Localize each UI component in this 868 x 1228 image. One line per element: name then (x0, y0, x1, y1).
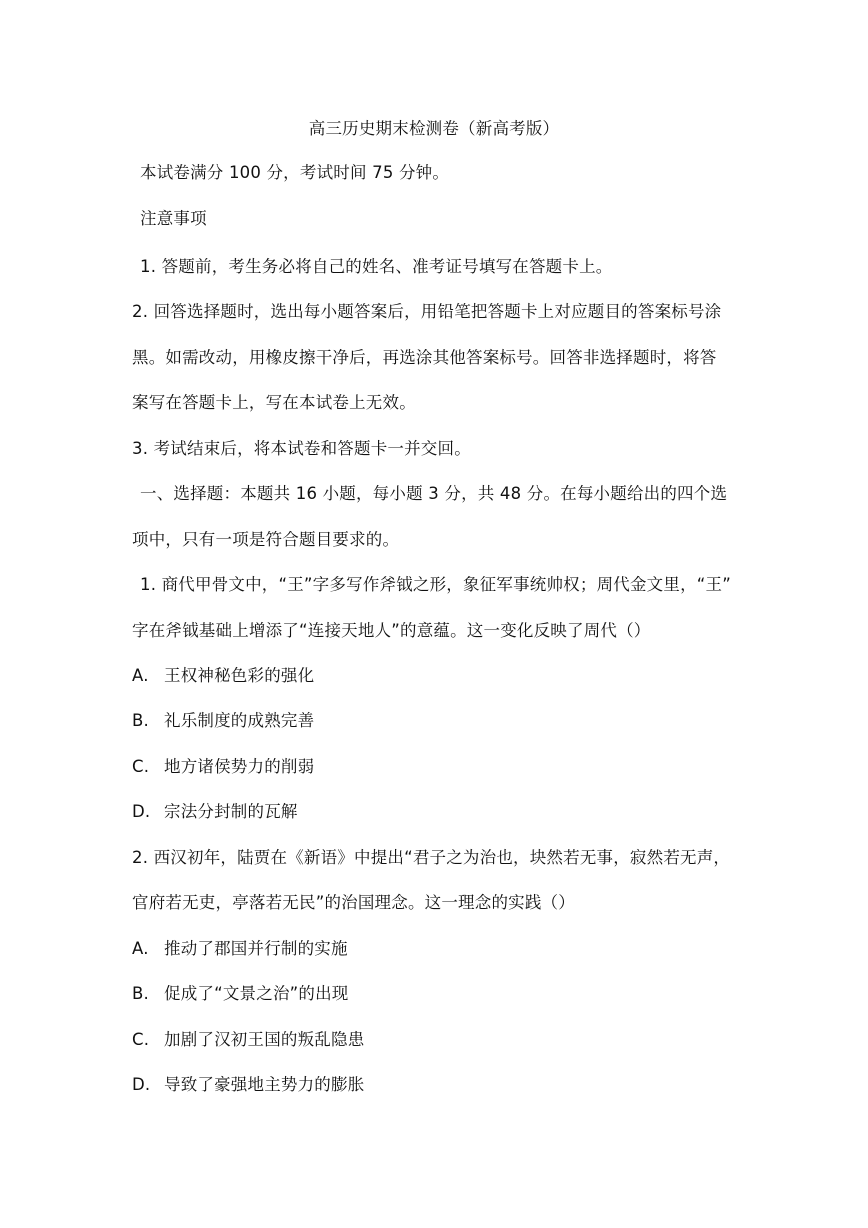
option-c (132, 756, 314, 778)
option-letter: C. (132, 757, 150, 776)
option-text: 礼乐制度的成熟完善 (164, 711, 315, 730)
exam-intro: 本试卷满分 100 分，考试时间 75 分钟。 (140, 163, 450, 182)
option-letter: C. (132, 1030, 150, 1049)
page-title: 高三历史期末检测卷（新高考版） (308, 119, 560, 138)
option-letter: A. (132, 666, 149, 685)
option-text: 王权神秘色彩的强化 (164, 666, 315, 685)
notice-item: 2. 回答选择题时，选出每小题答案后，用铅笔把答题卡上对应题目的答案标号涂 (132, 302, 722, 321)
option-text: 促成了“文景之治”的出现 (164, 984, 349, 1003)
option-b (132, 710, 314, 732)
question-stem: 字在斧钺基础上增添了“连接天地人”的意蕴。这一变化反映了周代（） (132, 621, 651, 640)
option-letter: A. (132, 939, 149, 958)
option-text: 推动了郡国并行制的实施 (164, 939, 348, 958)
question-stem: 1. 商代甲骨文中，“王”字多写作斧钺之形，象征军事统帅权；周代金文里，“王” (140, 575, 731, 594)
option-d (132, 801, 298, 823)
option-b (132, 983, 349, 1005)
notice-item: 3. 考试结束后，将本试卷和答题卡一并交回。 (132, 439, 471, 458)
option-letter: B. (132, 984, 149, 1003)
option-text: 导致了豪强地主势力的膨胀 (164, 1075, 365, 1094)
section-heading: 项中，只有一项是符合题目要求的。 (132, 530, 400, 549)
option-text: 地方诸侯势力的削弱 (164, 757, 315, 776)
option-a (132, 665, 314, 687)
option-d (132, 1074, 364, 1096)
question-stem: 2. 西汉初年，陆贾在《新语》中提出“君子之为治也，块然若无事，寂然若无声， (132, 848, 731, 867)
option-letter: D. (132, 1075, 151, 1094)
notice-item: 案写在答题卡上，写在本试卷上无效。 (132, 393, 416, 412)
question-stem: 官府若无吏，亭落若无民”的治国理念。这一理念的实践（） (132, 893, 575, 912)
option-c (132, 1029, 364, 1051)
option-letter: D. (132, 802, 151, 821)
notice-item: 黑。如需改动，用橡皮擦干净后，再选涂其他答案标号。回答非选择题时，将答 (132, 348, 717, 367)
option-letter: B. (132, 711, 149, 730)
section-heading: 一、选择题：本题共 16 小题，每小题 3 分，共 48 分。在每小题给出的四个选 (140, 484, 728, 503)
option-a (132, 938, 348, 960)
notice-heading: 注意事项 (140, 209, 207, 228)
option-text: 宗法分封制的瓦解 (164, 802, 298, 821)
option-text: 加剧了汉初王国的叛乱隐患 (164, 1030, 365, 1049)
notice-item: 1. 答题前，考生务必将自己的姓名、准考证号填写在答题卡上。 (140, 257, 613, 276)
